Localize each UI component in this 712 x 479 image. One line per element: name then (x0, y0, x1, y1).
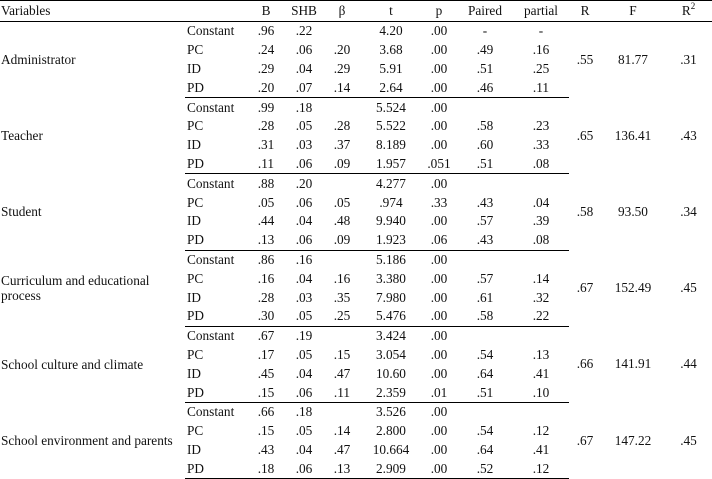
t-cell: 2.64 (361, 78, 421, 97)
partial-cell: .11 (513, 78, 569, 97)
shb-cell: .04 (295, 441, 313, 457)
partial-cell (513, 326, 569, 345)
beta-cell (323, 22, 361, 41)
b-cell: .15 (257, 423, 275, 439)
paired-cell: .57 (476, 213, 494, 229)
shb-cell: .22 (295, 23, 313, 39)
beta-cell: .15 (333, 346, 351, 362)
partial-cell: .33 (532, 137, 550, 153)
f-cell: 136.41 (614, 127, 652, 143)
variable-name: Student (1, 204, 42, 220)
variable-name: School environment and parents (1, 433, 173, 449)
shb-cell: .16 (295, 251, 313, 267)
predictor-cell: ID (187, 441, 202, 457)
paired-cell: .60 (476, 137, 494, 153)
predictor-cell: Constant (187, 23, 235, 39)
p-cell: .00 (430, 365, 448, 381)
paired-cell (457, 250, 513, 269)
p-cell: .00 (430, 346, 448, 362)
partial-cell (513, 98, 569, 117)
predictor-cell: Constant (187, 175, 235, 191)
paired-cell: .43 (457, 231, 513, 250)
b-cell: .67 (257, 328, 275, 344)
paired-cell: .43 (476, 194, 494, 210)
shb-cell: .03 (295, 289, 313, 305)
t-cell: 3.054 (376, 346, 406, 362)
table-row (0, 326, 712, 345)
paired-cell: .58 (457, 307, 513, 326)
b-cell: .99 (257, 99, 275, 115)
predictor-cell: Constant (187, 251, 235, 267)
variable-group (0, 174, 712, 250)
partial-cell (513, 250, 569, 269)
partial-cell: .08 (513, 155, 569, 174)
predictor-cell: Constant (187, 404, 235, 420)
shb-cell: .05 (285, 307, 323, 326)
predictor-cell: ID (187, 60, 202, 76)
beta-cell (323, 98, 361, 117)
partial-cell: .10 (513, 383, 569, 402)
p-cell: .00 (430, 23, 448, 39)
b-cell: .44 (257, 213, 275, 229)
paired-cell: .52 (457, 459, 513, 478)
predictor-cell: PD (185, 155, 247, 174)
paired-cell: .49 (476, 42, 494, 58)
b-cell: .88 (257, 175, 275, 191)
t-cell: 4.20 (379, 23, 403, 39)
beta-cell: .47 (333, 365, 351, 381)
variable-group (0, 98, 712, 174)
predictor-cell: PD (185, 307, 247, 326)
partial-cell: .13 (532, 346, 550, 362)
variable-name: Curriculum and educational process (1, 273, 150, 304)
variable-group (0, 402, 712, 478)
predictor-cell: PC (187, 270, 204, 286)
header-t: t (361, 1, 421, 22)
paired-cell: .54 (476, 346, 494, 362)
r-cell: .67 (576, 432, 594, 448)
shb-cell: .04 (295, 213, 313, 229)
t-cell: 1.923 (361, 231, 421, 250)
predictor-cell: PD (185, 78, 247, 97)
predictor-cell: ID (187, 289, 202, 305)
shb-cell: .06 (285, 459, 323, 478)
p-cell: .051 (421, 155, 457, 174)
shb-cell: .04 (295, 60, 313, 76)
predictor-cell: PC (187, 118, 204, 134)
beta-cell (323, 326, 361, 345)
partial-cell: .32 (532, 289, 550, 305)
t-cell: .974 (379, 194, 403, 210)
header-b: B (247, 1, 285, 22)
t-cell: 9.940 (376, 213, 406, 229)
t-cell: 5.522 (376, 118, 406, 134)
t-cell: 3.526 (376, 404, 406, 420)
shb-cell: .07 (285, 78, 323, 97)
b-cell: .11 (247, 155, 285, 174)
beta-cell: .28 (333, 118, 351, 134)
partial-cell: .08 (513, 231, 569, 250)
p-cell: .00 (430, 60, 448, 76)
partial-cell: .39 (532, 213, 550, 229)
paired-cell: .58 (476, 118, 494, 134)
p-cell: .00 (430, 99, 448, 115)
shb-cell: .06 (295, 194, 313, 210)
b-cell: .13 (247, 231, 285, 250)
b-cell: .17 (257, 346, 275, 362)
b-cell: .28 (257, 118, 275, 134)
paired-cell: .61 (476, 289, 494, 305)
partial-cell: .12 (513, 459, 569, 478)
header-shb: SHB (285, 1, 323, 22)
predictor-cell: PD (185, 231, 247, 250)
beta-cell: .20 (333, 42, 351, 58)
p-cell: .00 (430, 251, 448, 267)
beta-cell: .13 (323, 459, 361, 478)
beta-cell (323, 250, 361, 269)
partial-cell: .25 (532, 60, 550, 76)
beta-cell: .09 (323, 155, 361, 174)
paired-cell: .64 (476, 441, 494, 457)
b-cell: .96 (257, 23, 275, 39)
header-predictor (185, 1, 247, 22)
paired-cell: .51 (457, 155, 513, 174)
predictor-cell: PC (187, 423, 204, 439)
paired-cell: - (482, 23, 488, 39)
r-cell: .58 (576, 203, 594, 219)
predictor-cell: Constant (187, 99, 235, 115)
r-squared-cell: .43 (680, 127, 697, 143)
r-squared-cell: .44 (680, 356, 697, 372)
r-squared-cell: .45 (680, 432, 697, 448)
paired-cell (457, 174, 513, 193)
paired-cell: .64 (476, 365, 494, 381)
r-squared-cell: .34 (680, 203, 697, 219)
shb-cell: .18 (295, 404, 313, 420)
b-cell: .45 (257, 365, 275, 381)
partial-cell: .41 (532, 441, 550, 457)
t-cell: 2.909 (361, 459, 421, 478)
p-cell: .33 (430, 194, 448, 210)
t-cell: 3.68 (379, 42, 403, 58)
partial-cell: .23 (532, 118, 550, 134)
shb-cell: .20 (295, 175, 313, 191)
predictor-cell: PC (187, 194, 204, 210)
header-r: R (569, 1, 601, 22)
predictor-cell: PC (187, 42, 204, 58)
t-cell: 4.277 (376, 175, 406, 191)
r-cell: .65 (576, 127, 594, 143)
header-r-squared (665, 1, 712, 22)
p-cell: .00 (430, 423, 448, 439)
table-row (0, 22, 712, 41)
p-cell: .00 (430, 328, 448, 344)
f-cell: 93.50 (618, 203, 648, 219)
t-cell: 10.664 (372, 441, 410, 457)
t-cell: 1.957 (361, 155, 421, 174)
b-cell: .43 (257, 441, 275, 457)
predictor-cell: PD (185, 383, 247, 402)
shb-cell: .19 (295, 328, 313, 344)
variable-group (0, 326, 712, 402)
partial-cell (513, 402, 569, 421)
r-cell: .55 (576, 51, 594, 67)
paired-cell (457, 98, 513, 117)
predictor-cell: PD (185, 459, 247, 478)
header-variables: Variables (0, 1, 185, 22)
r-cell: .67 (576, 280, 594, 296)
paired-cell: .51 (457, 383, 513, 402)
table-row (0, 174, 712, 193)
b-cell: .30 (247, 307, 285, 326)
beta-cell: .14 (323, 78, 361, 97)
partial-cell: - (538, 23, 544, 39)
table-row (0, 98, 712, 117)
header-f: F (601, 1, 665, 22)
t-cell: 3.380 (376, 270, 406, 286)
beta-cell: .16 (333, 270, 351, 286)
t-cell: 8.189 (376, 137, 406, 153)
header-partial: partial (513, 1, 569, 22)
beta-cell: .48 (333, 213, 351, 229)
partial-cell: .12 (532, 423, 550, 439)
table-row (0, 402, 712, 421)
paired-cell: .57 (476, 270, 494, 286)
beta-cell (323, 174, 361, 193)
predictor-cell: ID (187, 213, 202, 229)
b-cell: .16 (257, 270, 275, 286)
paired-cell (457, 402, 513, 421)
beta-cell: .35 (333, 289, 351, 305)
shb-cell: .18 (295, 99, 313, 115)
t-cell: 7.980 (376, 289, 406, 305)
t-cell: 10.60 (376, 365, 406, 381)
predictor-cell: Constant (187, 328, 235, 344)
f-cell: 152.49 (614, 280, 652, 296)
paired-cell (457, 326, 513, 345)
beta-cell: .11 (323, 383, 361, 402)
t-cell: 3.424 (376, 328, 406, 344)
beta-cell: .05 (333, 194, 351, 210)
paired-cell: .51 (476, 60, 494, 76)
header-p: p (421, 1, 457, 22)
predictor-cell: ID (187, 365, 202, 381)
t-cell: 5.186 (376, 251, 406, 267)
table-row (0, 250, 712, 269)
variable-name: Teacher (1, 128, 43, 144)
shb-cell: .06 (285, 155, 323, 174)
header-r-squared-exponent: 2 (690, 1, 696, 11)
partial-cell: .16 (532, 42, 550, 58)
p-cell: .00 (421, 78, 457, 97)
shb-cell: .05 (295, 346, 313, 362)
f-cell: 141.91 (614, 356, 652, 372)
header-beta: β (323, 1, 361, 22)
shb-cell: .06 (285, 231, 323, 250)
p-cell: .06 (421, 231, 457, 250)
t-cell: 5.524 (376, 99, 406, 115)
paired-cell: .54 (476, 423, 494, 439)
beta-cell: .29 (333, 60, 351, 76)
variable-group (0, 22, 712, 98)
partial-cell: .04 (532, 194, 550, 210)
predictor-cell: PC (187, 346, 204, 362)
b-cell: .24 (257, 42, 275, 58)
partial-cell: .41 (532, 365, 550, 381)
p-cell: .00 (430, 270, 448, 286)
p-cell: .00 (430, 441, 448, 457)
p-cell: .00 (430, 404, 448, 420)
p-cell: .01 (421, 383, 457, 402)
variable-group (0, 250, 712, 326)
shb-cell: .06 (285, 383, 323, 402)
shb-cell: .03 (295, 137, 313, 153)
header-paired: Paired (457, 1, 513, 22)
r-squared-cell: .31 (680, 51, 697, 67)
b-cell: .05 (257, 194, 275, 210)
b-cell: .29 (257, 60, 275, 76)
shb-cell: .04 (295, 365, 313, 381)
f-cell: 147.22 (614, 432, 652, 448)
t-cell: 5.91 (379, 60, 403, 76)
r-cell: .66 (576, 356, 594, 372)
variable-name: Administrator (1, 52, 76, 68)
b-cell: .31 (257, 137, 275, 153)
shb-cell: .05 (295, 423, 313, 439)
t-cell: 5.476 (361, 307, 421, 326)
predictor-cell: ID (187, 137, 202, 153)
t-cell: 2.359 (361, 383, 421, 402)
beta-cell: .25 (323, 307, 361, 326)
header-r-squared-base: R (681, 3, 691, 18)
shb-cell: .05 (295, 118, 313, 134)
r-squared-cell: .45 (680, 280, 697, 296)
partial-cell (513, 174, 569, 193)
variable-name: School culture and climate (1, 356, 144, 372)
beta-cell: .09 (323, 231, 361, 250)
beta-cell: .14 (333, 423, 351, 439)
b-cell: .86 (257, 251, 275, 267)
partial-cell: .14 (532, 270, 550, 286)
b-cell: .66 (257, 404, 275, 420)
beta-cell: .37 (333, 137, 351, 153)
t-cell: 2.800 (376, 423, 406, 439)
p-cell: .00 (430, 42, 448, 58)
p-cell: .00 (421, 307, 457, 326)
beta-cell: .47 (333, 441, 351, 457)
p-cell: .00 (421, 459, 457, 478)
b-cell: .20 (247, 78, 285, 97)
p-cell: .00 (430, 137, 448, 153)
partial-cell: .22 (513, 307, 569, 326)
b-cell: .15 (247, 383, 285, 402)
b-cell: .18 (247, 459, 285, 478)
p-cell: .00 (430, 175, 448, 191)
paired-cell: .46 (457, 78, 513, 97)
beta-cell (323, 402, 361, 421)
p-cell: .00 (430, 118, 448, 134)
header-row (0, 1, 712, 22)
b-cell: .28 (257, 289, 275, 305)
table-header (0, 1, 712, 22)
f-cell: 81.77 (618, 51, 648, 67)
shb-cell: .04 (295, 270, 313, 286)
shb-cell: .06 (295, 42, 313, 58)
p-cell: .00 (430, 289, 448, 305)
p-cell: .00 (430, 213, 448, 229)
